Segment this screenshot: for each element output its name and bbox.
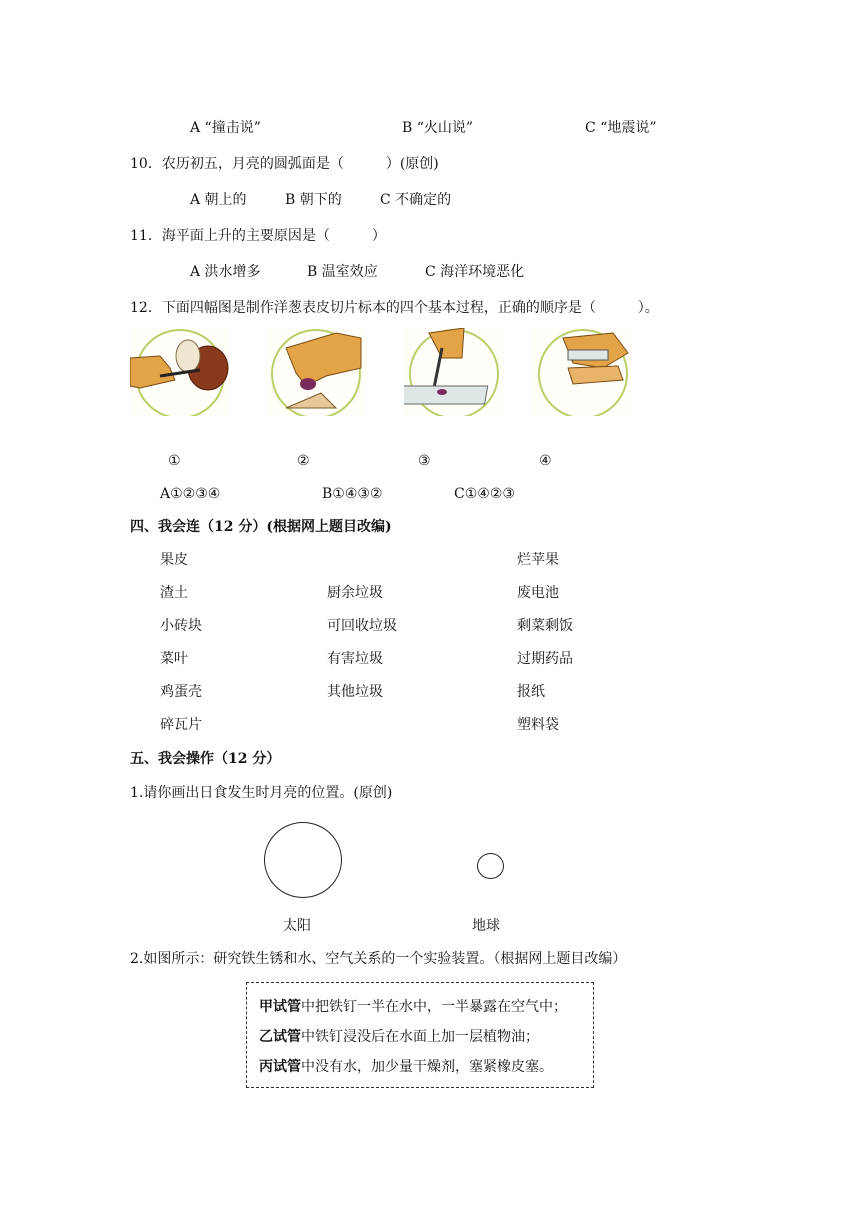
q12-option-a: A①②③④ [160, 486, 221, 502]
box-line [259, 996, 567, 1016]
q11-option-c: C 海洋环境恶化 [425, 264, 525, 280]
earth-circle [477, 853, 504, 879]
middle-category: 有害垃圾 [327, 651, 383, 667]
right-item: 烂苹果 [517, 552, 559, 568]
earth-label: 地球 [472, 918, 500, 934]
q9-option-b: B “火山说” [402, 120, 474, 136]
tube-description: 中没有水，加少量干燥剂，塞紧橡皮塞。 [301, 1059, 553, 1075]
box-line [259, 1056, 553, 1076]
onion-peel-illustration-1 [130, 328, 230, 416]
tube-name: 甲试管 [259, 999, 301, 1015]
q10-option-c: C 不确定的 [380, 192, 452, 208]
tube-name: 乙试管 [259, 1029, 301, 1045]
tube-description: 中铁钉浸没后在水面上加一层植物油； [301, 1029, 539, 1045]
q12-stem: 12．下面四幅图是制作洋葱表皮切片标本的四个基本过程，正确的顺序是（ ）。 [130, 300, 659, 316]
section4-heading: 四、我会连（12 分）(根据网上题目改编) [130, 519, 392, 535]
left-item: 小砖块 [160, 618, 202, 634]
q12-option-b: B①④③② [322, 486, 383, 502]
right-item: 报纸 [517, 684, 545, 700]
section5-heading: 五、我会操作（12 分） [130, 751, 281, 767]
box-line [259, 1026, 539, 1046]
q11-stem: 11．海平面上升的主要原因是（ ） [130, 228, 386, 244]
image-label-4: ④ [539, 453, 552, 469]
q9-option-c: C “地震说” [585, 120, 657, 136]
image-label-3: ③ [418, 453, 431, 469]
left-item: 渣土 [160, 585, 188, 601]
onion-peel-illustration-3 [404, 328, 504, 416]
q9-option-a: A “撞击说” [190, 120, 261, 136]
middle-category: 可回收垃圾 [327, 618, 397, 634]
right-item: 废电池 [517, 585, 559, 601]
sun-circle [264, 822, 342, 898]
tube-description: 中把铁钉一半在水中，一半暴露在空气中； [301, 999, 567, 1015]
q10-option-b: B 朝下的 [285, 192, 342, 208]
left-item: 碎瓦片 [160, 717, 202, 733]
onion-peel-illustration-4 [533, 328, 633, 416]
image-label-2: ② [297, 453, 310, 469]
left-item: 果皮 [160, 552, 188, 568]
right-item: 过期药品 [517, 651, 573, 667]
right-item: 剩菜剩饭 [517, 618, 573, 634]
onion-peel-illustration-2 [266, 328, 366, 416]
experiment-description-box [246, 982, 594, 1088]
q11-option-a: A 洪水增多 [190, 264, 261, 280]
right-item: 塑料袋 [517, 717, 559, 733]
left-item: 鸡蛋壳 [160, 684, 202, 700]
tube-name: 丙试管 [259, 1059, 301, 1075]
image-label-1: ① [168, 453, 181, 469]
middle-category: 厨余垃圾 [327, 585, 383, 601]
sun-label: 太阳 [283, 918, 311, 934]
section5-q1: 1.请你画出日食发生时月亮的位置。(原创) [130, 785, 393, 801]
q12-option-c: C①④②③ [454, 486, 515, 502]
left-item: 菜叶 [160, 651, 188, 667]
middle-category: 其他垃圾 [327, 684, 383, 700]
q10-stem: 10．农历初五，月亮的圆弧面是（ ）(原创) [130, 156, 439, 172]
section5-q2: 2.如图所示：研究铁生锈和水、空气关系的一个实验装置。（根据网上题目改编） [130, 951, 627, 967]
q10-option-a: A 朝上的 [190, 192, 247, 208]
q11-option-b: B 温室效应 [307, 264, 378, 280]
